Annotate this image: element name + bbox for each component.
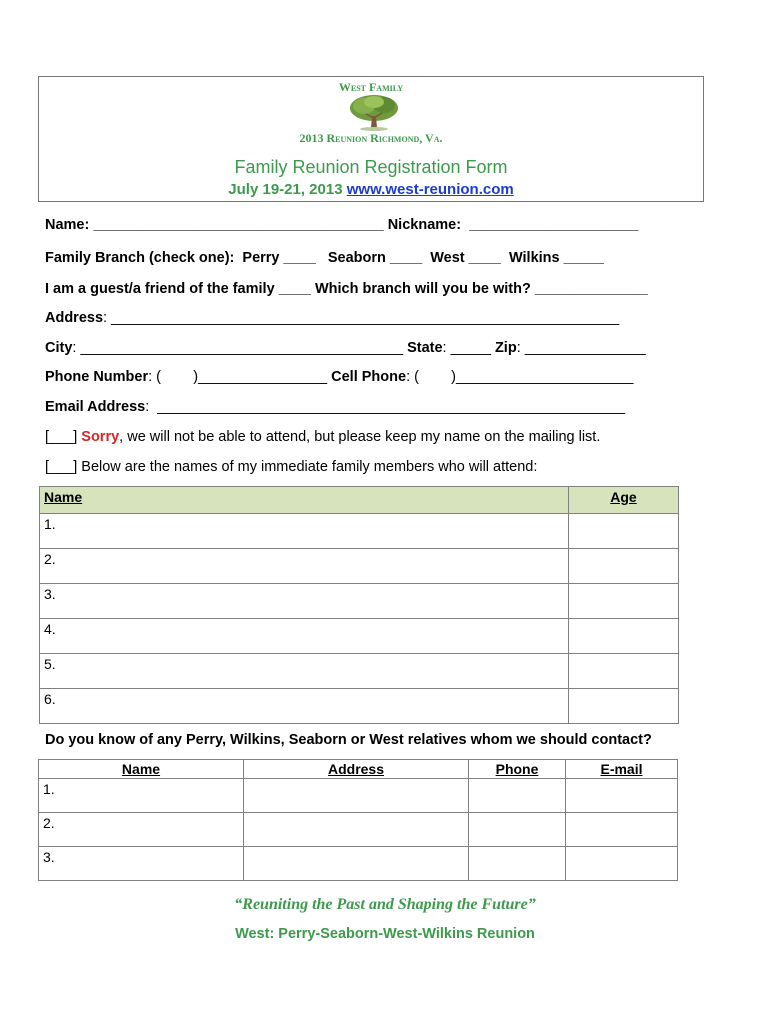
- contact-name-cell[interactable]: 3.: [39, 847, 244, 881]
- email-label: Email Address: [45, 399, 146, 415]
- sorry-row: [45, 428, 600, 446]
- cell-label: Cell Phone: [331, 369, 407, 385]
- contact-email-cell[interactable]: [566, 779, 678, 813]
- email-row: [45, 398, 625, 416]
- family-branch-row[interactable]: Family Branch (check one): Perry ____ Seaborn ____ West ____ Wilkins _____: [45, 250, 604, 266]
- sorry-checkbox[interactable]: [___]: [45, 429, 82, 445]
- contact-email-header: E-mail: [566, 760, 678, 779]
- attendee-age-cell[interactable]: [569, 584, 679, 619]
- attendee-age-cell[interactable]: [569, 549, 679, 584]
- phone-field[interactable]: : ( )________________: [148, 369, 332, 385]
- state-label: State: [407, 340, 443, 356]
- age-column-header: Age: [569, 487, 679, 514]
- state-field[interactable]: : _____: [442, 340, 495, 356]
- table-row: [40, 549, 679, 584]
- contact-email-cell[interactable]: [566, 813, 678, 847]
- table-row: [39, 779, 678, 813]
- form-dates-line: [39, 181, 703, 198]
- attendee-age-cell[interactable]: [569, 619, 679, 654]
- contact-address-cell[interactable]: [244, 847, 469, 881]
- address-label: Address: [45, 310, 104, 326]
- city-field[interactable]: : ________________________________________: [72, 340, 408, 356]
- family-name: West Family: [338, 80, 404, 94]
- contact-question: Do you know of any Perry, Wilkins, Seaborn or West relatives whom we should contact?: [45, 732, 652, 748]
- city-label: City: [45, 340, 73, 356]
- phone-label: Phone Number: [45, 369, 149, 385]
- table-row: [39, 813, 678, 847]
- motto: “Reuniting the Past and Shaping the Future”: [234, 896, 536, 913]
- sorry-word: Sorry: [81, 429, 120, 445]
- nickname-field[interactable]: _____________________: [461, 217, 639, 233]
- contact-name-header: Name: [39, 760, 244, 779]
- name-row: [45, 216, 638, 234]
- table-row: [40, 619, 679, 654]
- table-row: [40, 584, 679, 619]
- attendee-name-cell[interactable]: 1.: [40, 514, 569, 549]
- contact-name-cell[interactable]: 1.: [39, 779, 244, 813]
- city-row: [45, 339, 646, 357]
- sorry-text: , we will not be able to attend, but please keep my name on the mailing list.: [119, 429, 601, 445]
- table-row: [39, 847, 678, 881]
- header-box: [38, 76, 704, 202]
- attendee-age-cell[interactable]: [569, 514, 679, 549]
- form-title: Family Reunion Registration Form: [234, 157, 508, 177]
- attendee-name-cell[interactable]: 5.: [40, 654, 569, 689]
- attendee-age-cell[interactable]: [569, 689, 679, 724]
- contacts-header-row: [39, 760, 678, 779]
- attendee-name-cell[interactable]: 4.: [40, 619, 569, 654]
- attendee-name-cell[interactable]: 6.: [40, 689, 569, 724]
- guest-row[interactable]: I am a guest/a friend of the family ____ Which branch will you be with? ______________: [45, 281, 648, 297]
- attend-row[interactable]: [___] Below are the names of my immediate family members who will attend:: [45, 459, 538, 475]
- tree-logo-icon: [348, 94, 400, 132]
- contact-address-cell[interactable]: [244, 779, 469, 813]
- attendee-age-cell[interactable]: [569, 654, 679, 689]
- name-column-header: Name: [40, 487, 569, 514]
- contact-phone-cell[interactable]: [469, 813, 566, 847]
- zip-field[interactable]: : _______________: [516, 340, 646, 356]
- contact-address-cell[interactable]: [244, 813, 469, 847]
- phone-row: [45, 368, 633, 386]
- attendee-name-cell[interactable]: 3.: [40, 584, 569, 619]
- nickname-label: Nickname:: [387, 217, 462, 233]
- website-link[interactable]: www.west-reunion.com: [346, 181, 514, 198]
- address-field[interactable]: : _______________________________________________________________: [103, 310, 620, 326]
- attendees-table: [39, 486, 679, 724]
- address-row: [45, 309, 619, 327]
- table-row: [40, 654, 679, 689]
- contact-email-cell[interactable]: [566, 847, 678, 881]
- table-row: [40, 689, 679, 724]
- attendee-name-cell[interactable]: 2.: [40, 549, 569, 584]
- contact-address-header: Address: [244, 760, 469, 779]
- footer-reunion-name: West: Perry-Seaborn-West-Wilkins Reunion: [235, 926, 535, 942]
- reunion-dates: July 19-21, 2013: [228, 181, 343, 198]
- email-field[interactable]: : __________________________________________________________: [145, 399, 626, 415]
- zip-label: Zip: [494, 340, 517, 356]
- contact-phone-header: Phone: [469, 760, 566, 779]
- attendees-header-row: [40, 487, 679, 514]
- table-row: [40, 514, 679, 549]
- reunion-location: 2013 Reunion Richmond, Va.: [299, 131, 443, 145]
- contacts-table: [38, 759, 678, 881]
- name-label: Name: [45, 217, 85, 233]
- name-field[interactable]: : ____________________________________: [84, 217, 388, 233]
- contact-phone-cell[interactable]: [469, 779, 566, 813]
- contact-name-cell[interactable]: 2.: [39, 813, 244, 847]
- cell-field[interactable]: : ( )______________________: [406, 369, 634, 385]
- contact-phone-cell[interactable]: [469, 847, 566, 881]
